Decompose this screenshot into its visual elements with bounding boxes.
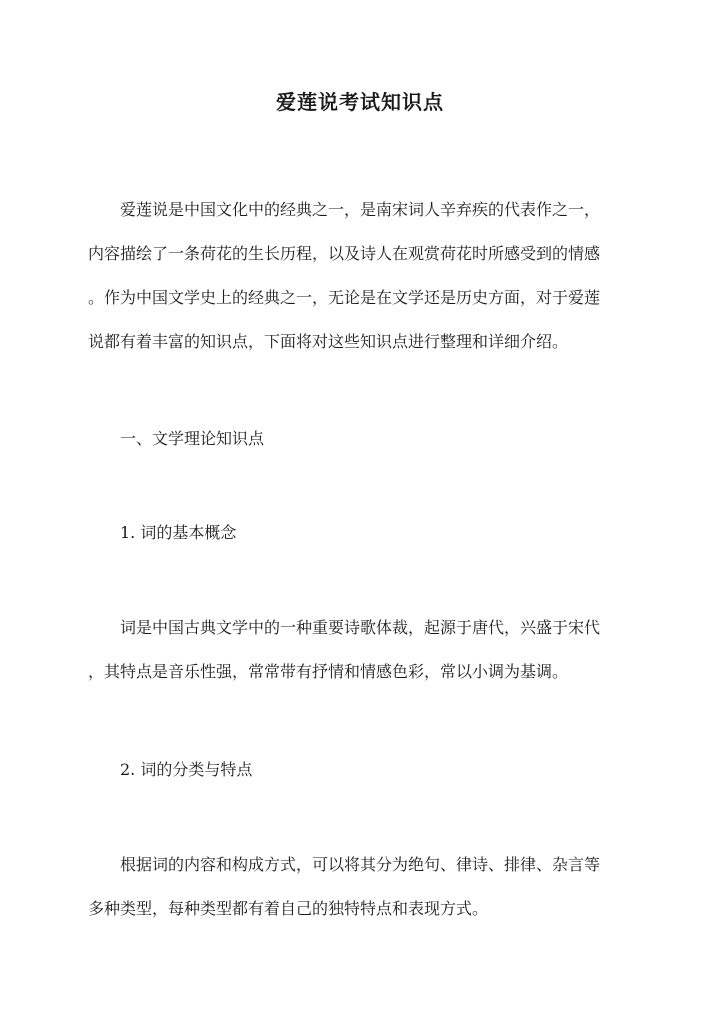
intro-line: 内容描绘了一条荷花的生长历程，以及诗人在观赏荷花时所感受到的情感 (88, 244, 601, 263)
subsection-heading: 2. 词的分类与特点 (88, 760, 253, 779)
subsection-heading: 1. 词的基本概念 (88, 523, 237, 542)
intro-line: 爱莲说是中国文化中的经典之一，是南宋词人辛弃疾的代表作之一， (88, 200, 601, 219)
document-title: 爱莲说考试知识点 (276, 90, 444, 114)
section-heading: 一、文学理论知识点 (88, 429, 265, 448)
paragraph-line: 多种类型，每种类型都有着自己的独特特点和表现方式。 (88, 899, 489, 918)
intro-line: 。作为中国文学史上的经典之一，无论是在文学还是历史方面，对于爱莲 (88, 288, 601, 307)
paragraph-line: 词是中国古典文学中的一种重要诗歌体裁，起源于唐代，兴盛于宋代 (88, 618, 601, 637)
paragraph-line: 根据词的内容和构成方式，可以将其分为绝句、律诗、排律、杂言等 (88, 855, 601, 874)
paragraph-line: ，其特点是音乐性强，常常带有抒情和情感色彩，常以小调为基调。 (88, 662, 569, 681)
intro-line: 说都有着丰富的知识点，下面将对这些知识点进行整理和详细介绍。 (88, 332, 569, 351)
